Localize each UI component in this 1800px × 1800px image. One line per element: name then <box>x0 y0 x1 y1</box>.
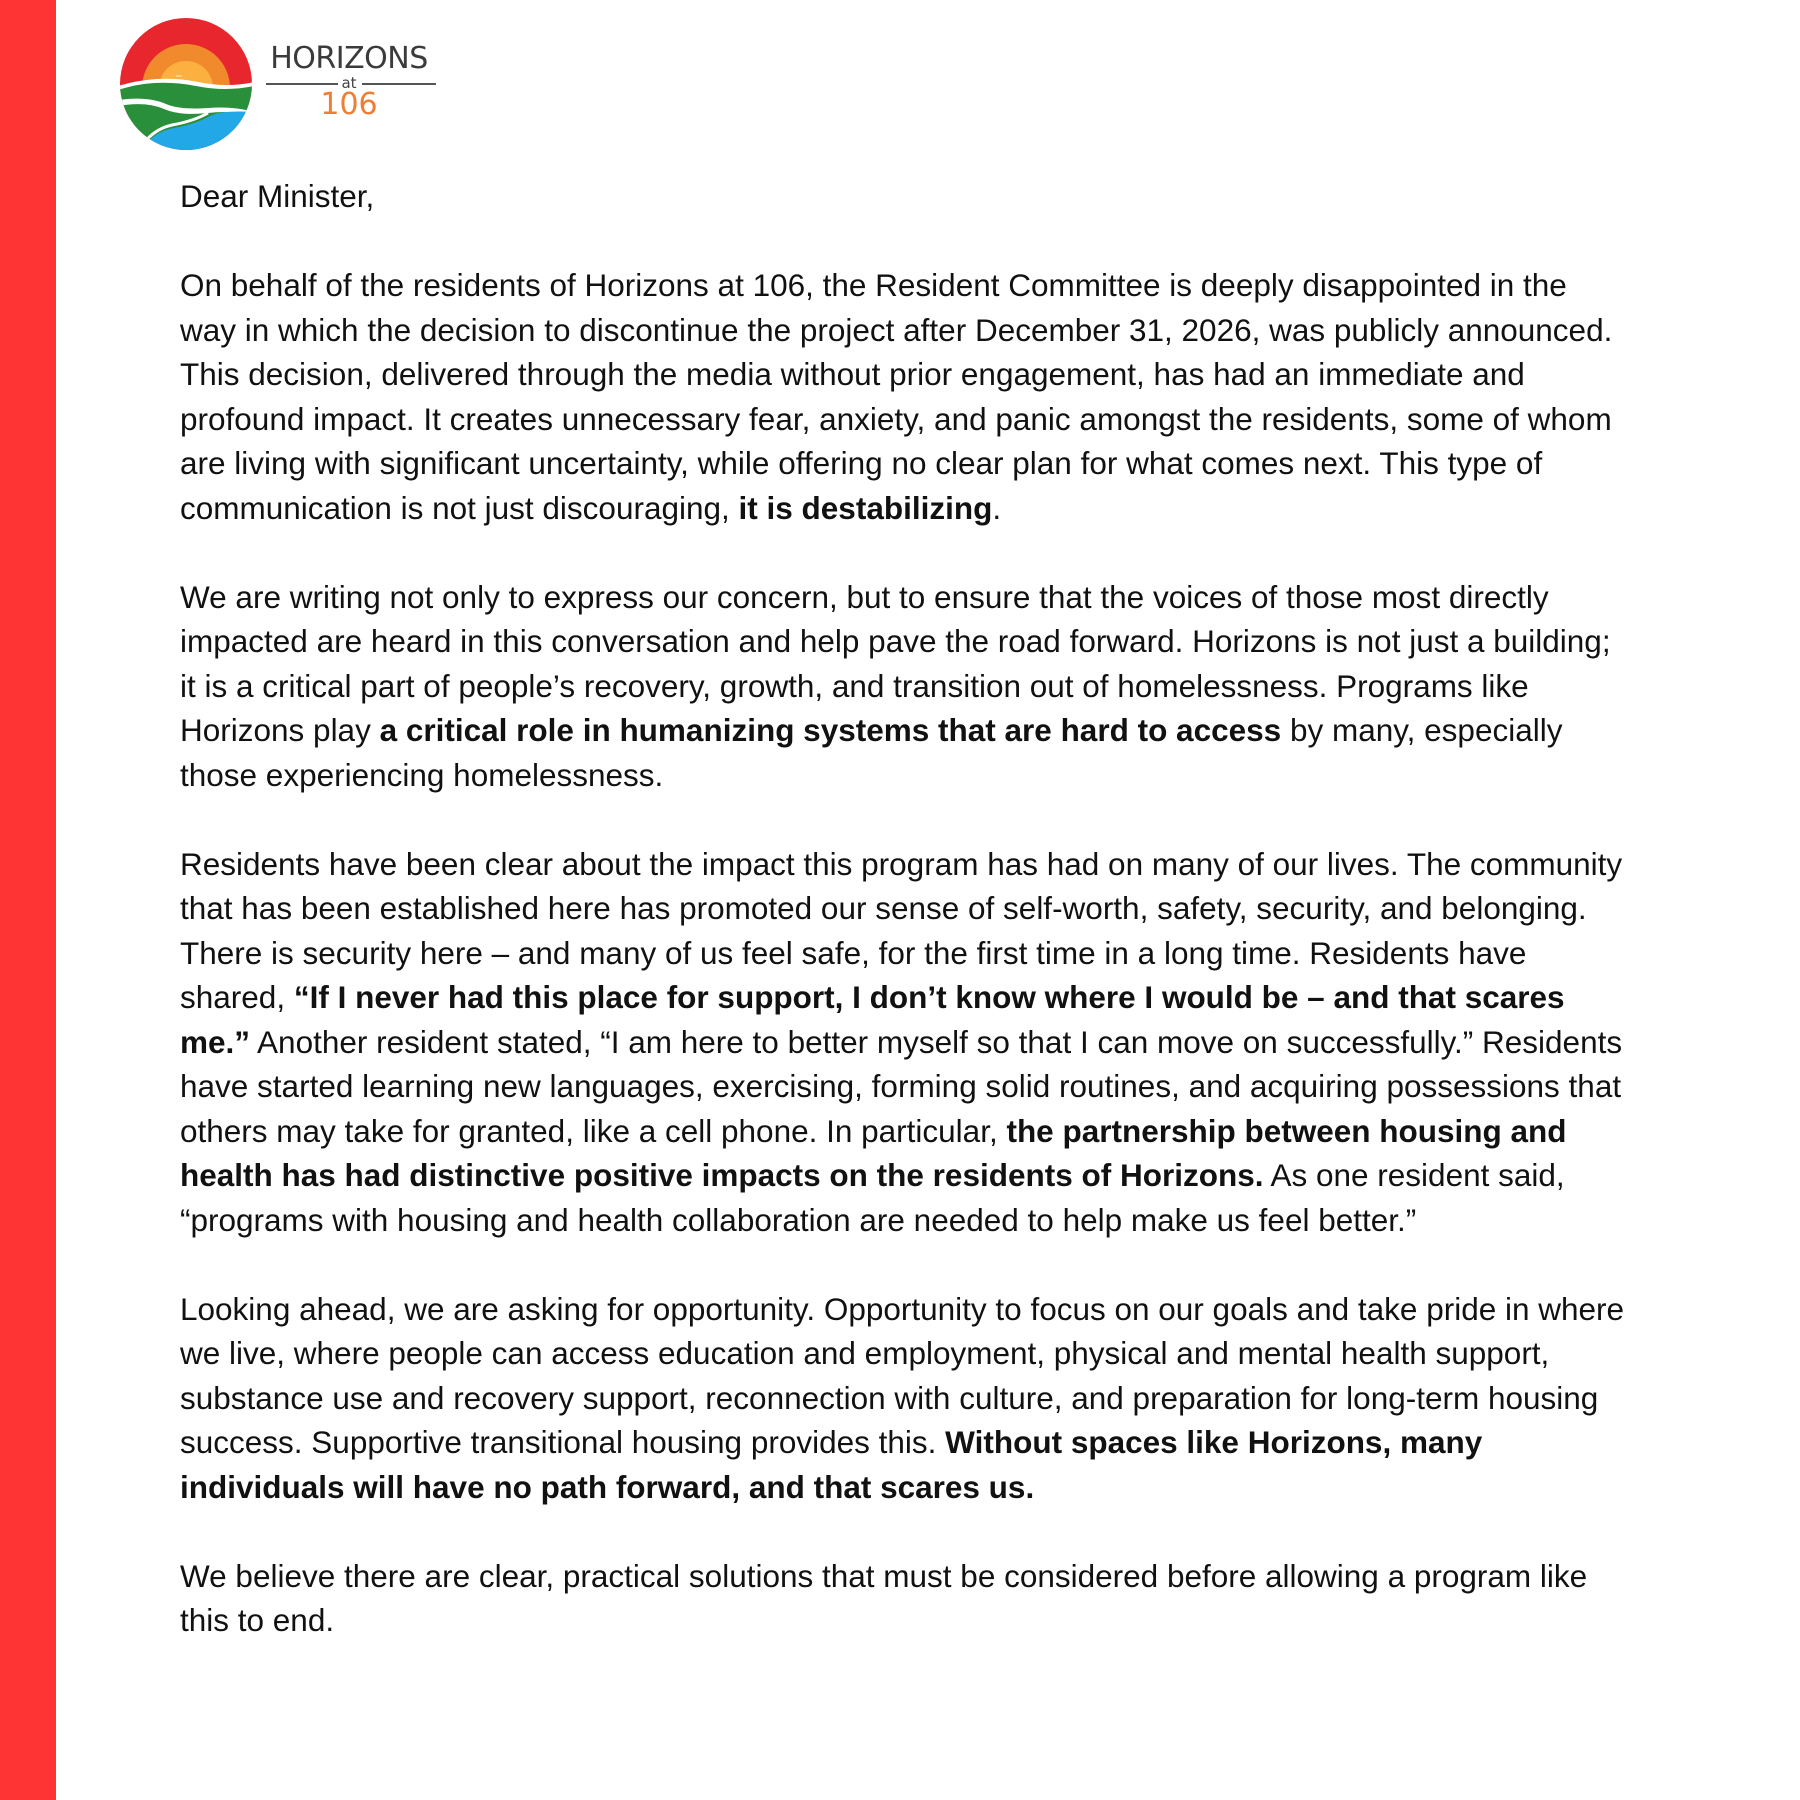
paragraph-3-text-2: Another resident stated, “I am here to better myself so that I can move on successfully.” Residents have started learning new languages, exercising, forming solid routines, and acquiring possessions that others may take for granted, like a cell phone. In particular, <box>180 1023 1623 1149</box>
paragraph-2-bold: a critical role in humanizing systems that are hard to access <box>379 712 1282 748</box>
salutation-text: Dear Minister, <box>180 178 375 214</box>
logo-divider-right <box>362 83 436 85</box>
paragraph-2-text: We are writing not only to express our concern, but to ensure that the voices of those most directly impacted are heard in this conversation and help pave the road forward. Horizons is not just a building; it is a critical part of people’s recovery, growth, and transition out of homelessness. Programs like Horizons play <box>180 578 1611 748</box>
horizons-logo-icon <box>118 16 254 152</box>
paragraph-1 <box>180 263 1630 530</box>
paragraph-1-bold: it is destabilizing <box>738 489 993 526</box>
paragraph-3-text-1: Residents have been clear about the impact this program has had on many of our lives. The community that has been established here has promoted our sense of self-worth, safety, security, and belonging. There is security here – and many of us feel safe, for the first time in a long time. Residents have shared, <box>180 845 1623 1015</box>
paragraph-2 <box>180 575 1630 798</box>
paragraph-4-text: Looking ahead, we are asking for opportunity. Opportunity to focus on our goals and take pride in where we live, where people can access education and employment, physical and mental health support, substance use and recovery support, reconnection with culture, and preparation for long-term housing success. Supportive transitional housing provides this. <box>180 1290 1625 1460</box>
paragraph-3 <box>180 842 1630 1243</box>
letter-body <box>180 174 1630 1687</box>
logo-at-row <box>262 74 436 92</box>
paragraph-1-end: . <box>992 489 1002 526</box>
logo-name: HORIZONS <box>270 41 428 76</box>
paragraph-1-text: On behalf of the residents of Horizons at 106, the Resident Committee is deeply disappointed in the way in which the decision to discontinue the project after December 31, 2026, was publicly announced. This decision, delivered through the media without prior engagement, has had an immediate and profound impact. It creates unnecessary fear, anxiety, and panic amongst the residents, some of whom are living with significant uncertainty, while offering no clear plan for what comes next. This type of communication is not just discouraging, <box>180 267 1613 526</box>
paragraph-3-bold-2: the partnership between housing and health has had distinctive positive impacts on the residents of Horizons. <box>180 1112 1567 1193</box>
salutation <box>180 174 1630 219</box>
paragraph-4-bold: Without spaces like Horizons, many individuals will have no path forward, and that scares us. <box>180 1424 1483 1505</box>
paragraph-5 <box>180 1554 1630 1643</box>
logo-wordmark <box>262 42 436 142</box>
paragraph-5-text: We believe there are clear, practical solutions that must be considered before allowing a program like this to end. <box>180 1557 1588 1638</box>
paragraph-2-end: by many, especially those experiencing homelessness. <box>180 712 1563 793</box>
horizons-logo <box>118 16 438 156</box>
paragraph-4 <box>180 1287 1630 1510</box>
logo-number: 106 <box>320 87 378 122</box>
paragraph-3-text-3: As one resident said, “programs with housing and health collaboration are needed to help make us feel better.” <box>180 1157 1565 1238</box>
logo-divider-left <box>266 83 338 85</box>
logo-at: at <box>341 74 357 92</box>
paragraph-3-bold-quote: “If I never had this place for support, I don’t know where I would be – and that scares me.” <box>180 979 1565 1060</box>
left-accent-bar <box>0 0 56 1800</box>
